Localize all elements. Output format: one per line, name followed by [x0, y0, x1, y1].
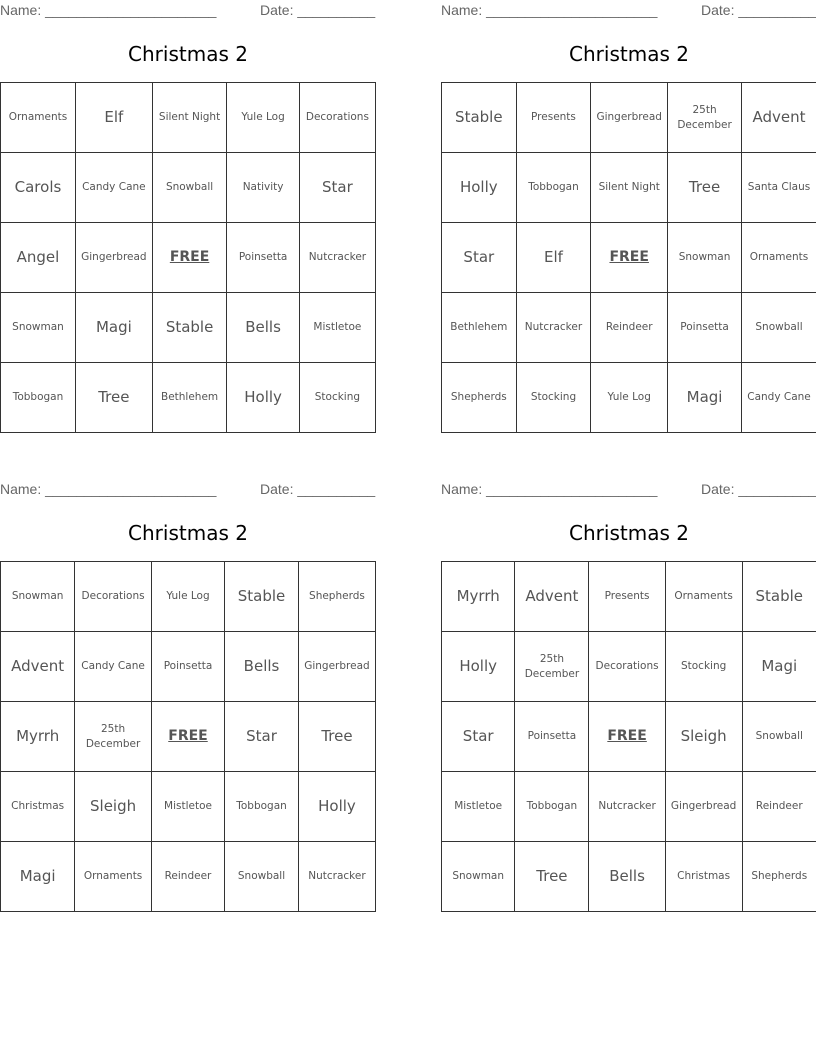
bingo-cell: Stable: [152, 293, 227, 363]
grid-row: [442, 842, 816, 912]
card-title: Christmas 2: [569, 521, 689, 545]
bingo-cell: Stable: [742, 562, 816, 632]
bingo-cell: 25th December: [668, 83, 742, 153]
bingo-cell: Tobbogan: [516, 153, 591, 223]
date-field-label: Date: __________: [701, 481, 816, 497]
free-space: FREE: [152, 223, 227, 293]
bingo-cell: Advent: [742, 83, 816, 153]
bingo-cell: Snowman: [442, 842, 515, 912]
bingo-cell: Ornaments: [1, 83, 76, 153]
bingo-cell: Bethlehem: [442, 293, 517, 363]
grid-row: [1, 153, 376, 223]
bingo-cell: Decorations: [299, 83, 375, 153]
bingo-cell: Stocking: [665, 632, 742, 702]
bingo-cell: Tree: [668, 153, 742, 223]
bingo-cell: Stable: [225, 562, 299, 632]
card-header: [0, 479, 376, 499]
bingo-cell: Nutcracker: [589, 772, 665, 842]
bingo-cell: Snowball: [742, 702, 816, 772]
date-field-label: Date: __________: [701, 2, 816, 18]
grid-row: [1, 562, 376, 632]
bingo-cell: Gingerbread: [591, 83, 668, 153]
bingo-card-3: [0, 479, 376, 919]
grid-row: [442, 632, 816, 702]
bingo-cell: Holly: [442, 632, 515, 702]
bingo-cell: Myrrh: [442, 562, 515, 632]
bingo-cell: Tree: [75, 363, 152, 433]
date-field-label: Date: __________: [260, 481, 376, 497]
grid-row: [1, 363, 376, 433]
bingo-cell: Star: [442, 223, 517, 293]
bingo-cell: Decorations: [589, 632, 665, 702]
bingo-grid: [0, 561, 376, 912]
bingo-cell: Poinsetta: [668, 293, 742, 363]
bingo-cell: Nativity: [227, 153, 299, 223]
card-header: [441, 0, 816, 20]
bingo-cell: Christmas: [1, 772, 75, 842]
bingo-cell: Shepherds: [298, 562, 375, 632]
bingo-cell: Nutcracker: [298, 842, 375, 912]
grid-row: [1, 293, 376, 363]
bingo-cell: Magi: [742, 632, 816, 702]
bingo-cell: Reindeer: [742, 772, 816, 842]
name-field-label: Name: ______________________: [441, 481, 658, 497]
bingo-cell: Angel: [1, 223, 76, 293]
bingo-cell: Myrrh: [1, 702, 75, 772]
bingo-cell: Tobbogan: [1, 363, 76, 433]
bingo-cell: Silent Night: [591, 153, 668, 223]
bingo-cell: Ornaments: [665, 562, 742, 632]
bingo-cell: Poinsetta: [151, 632, 224, 702]
free-space: FREE: [151, 702, 224, 772]
name-field-label: Name: ______________________: [441, 2, 658, 18]
bingo-cell: Tree: [515, 842, 589, 912]
bingo-cell: Yule Log: [591, 363, 668, 433]
bingo-cell: Candy Cane: [75, 632, 152, 702]
bingo-cell: Sleigh: [665, 702, 742, 772]
bingo-cell: Poinsetta: [227, 223, 299, 293]
bingo-cell: Elf: [516, 223, 591, 293]
bingo-cell: Yule Log: [227, 83, 299, 153]
bingo-cell: Decorations: [75, 562, 152, 632]
bingo-cell: Tobbogan: [515, 772, 589, 842]
grid-row: [442, 153, 816, 223]
card-header: [441, 479, 816, 499]
grid-row: [442, 772, 816, 842]
grid-row: [1, 83, 376, 153]
bingo-cell: Snowball: [742, 293, 816, 363]
bingo-cell: Holly: [442, 153, 517, 223]
bingo-cell: Star: [442, 702, 515, 772]
card-title: Christmas 2: [128, 42, 248, 66]
name-field-label: Name: ______________________: [0, 481, 217, 497]
bingo-cell: Carols: [1, 153, 76, 223]
bingo-cell: Magi: [75, 293, 152, 363]
bingo-cell: Sleigh: [75, 772, 152, 842]
bingo-cell: Tobbogan: [225, 772, 299, 842]
bingo-cell: Ornaments: [742, 223, 816, 293]
grid-row: [442, 223, 816, 293]
bingo-cell: Snowball: [152, 153, 227, 223]
bingo-cell: Santa Claus: [742, 153, 816, 223]
bingo-cell: Mistletoe: [299, 293, 375, 363]
bingo-cell: Magi: [668, 363, 742, 433]
bingo-cell: Advent: [1, 632, 75, 702]
bingo-card-1: [0, 0, 376, 440]
card-title: Christmas 2: [128, 521, 248, 545]
bingo-cell: Star: [299, 153, 375, 223]
bingo-cell: Advent: [515, 562, 589, 632]
bingo-cell: Presents: [589, 562, 665, 632]
bingo-cell: Stable: [442, 83, 517, 153]
bingo-cell: Holly: [298, 772, 375, 842]
bingo-cell: Silent Night: [152, 83, 227, 153]
bingo-cell: Snowball: [225, 842, 299, 912]
bingo-cell: Nutcracker: [516, 293, 591, 363]
bingo-cell: Presents: [516, 83, 591, 153]
grid-row: [442, 83, 816, 153]
grid-row: [442, 702, 816, 772]
grid-row: [1, 772, 376, 842]
bingo-card-4: [441, 479, 816, 919]
bingo-cell: Holly: [227, 363, 299, 433]
bingo-cell: Bells: [227, 293, 299, 363]
bingo-cell: Gingerbread: [665, 772, 742, 842]
bingo-cell: Star: [225, 702, 299, 772]
bingo-cell: Snowman: [1, 562, 75, 632]
bingo-cell: Bells: [589, 842, 665, 912]
date-field-label: Date: __________: [260, 2, 376, 18]
free-space: FREE: [591, 223, 668, 293]
bingo-cell: Reindeer: [151, 842, 224, 912]
bingo-cell: Reindeer: [591, 293, 668, 363]
name-field-label: Name: ______________________: [0, 2, 217, 18]
bingo-cell: Bells: [225, 632, 299, 702]
grid-row: [1, 223, 376, 293]
bingo-cell: Yule Log: [151, 562, 224, 632]
bingo-cell: Candy Cane: [742, 363, 816, 433]
card-title: Christmas 2: [569, 42, 689, 66]
card-header: [0, 0, 376, 20]
bingo-cell: Mistletoe: [442, 772, 515, 842]
grid-row: [1, 842, 376, 912]
bingo-cell: Poinsetta: [515, 702, 589, 772]
bingo-cell: 25th December: [515, 632, 589, 702]
bingo-cell: Shepherds: [442, 363, 517, 433]
bingo-cell: Shepherds: [742, 842, 816, 912]
grid-row: [442, 293, 816, 363]
bingo-cell: Gingerbread: [298, 632, 375, 702]
bingo-grid: [441, 561, 816, 912]
bingo-cell: Stocking: [299, 363, 375, 433]
bingo-cell: Candy Cane: [75, 153, 152, 223]
grid-row: [1, 702, 376, 772]
bingo-cell: Snowman: [1, 293, 76, 363]
bingo-grid: [0, 82, 376, 433]
bingo-cell: Tree: [298, 702, 375, 772]
bingo-cell: Bethlehem: [152, 363, 227, 433]
free-space: FREE: [589, 702, 665, 772]
grid-row: [1, 632, 376, 702]
bingo-cell: Snowman: [668, 223, 742, 293]
bingo-cell: Ornaments: [75, 842, 152, 912]
grid-row: [442, 562, 816, 632]
bingo-grid: [441, 82, 816, 433]
bingo-cell: Elf: [75, 83, 152, 153]
bingo-cell: Nutcracker: [299, 223, 375, 293]
bingo-cell: Christmas: [665, 842, 742, 912]
bingo-card-2: [441, 0, 816, 440]
bingo-cell: Mistletoe: [151, 772, 224, 842]
grid-row: [442, 363, 816, 433]
bingo-cell: Magi: [1, 842, 75, 912]
bingo-cell: 25th December: [75, 702, 152, 772]
bingo-cell: Gingerbread: [75, 223, 152, 293]
bingo-cell: Stocking: [516, 363, 591, 433]
